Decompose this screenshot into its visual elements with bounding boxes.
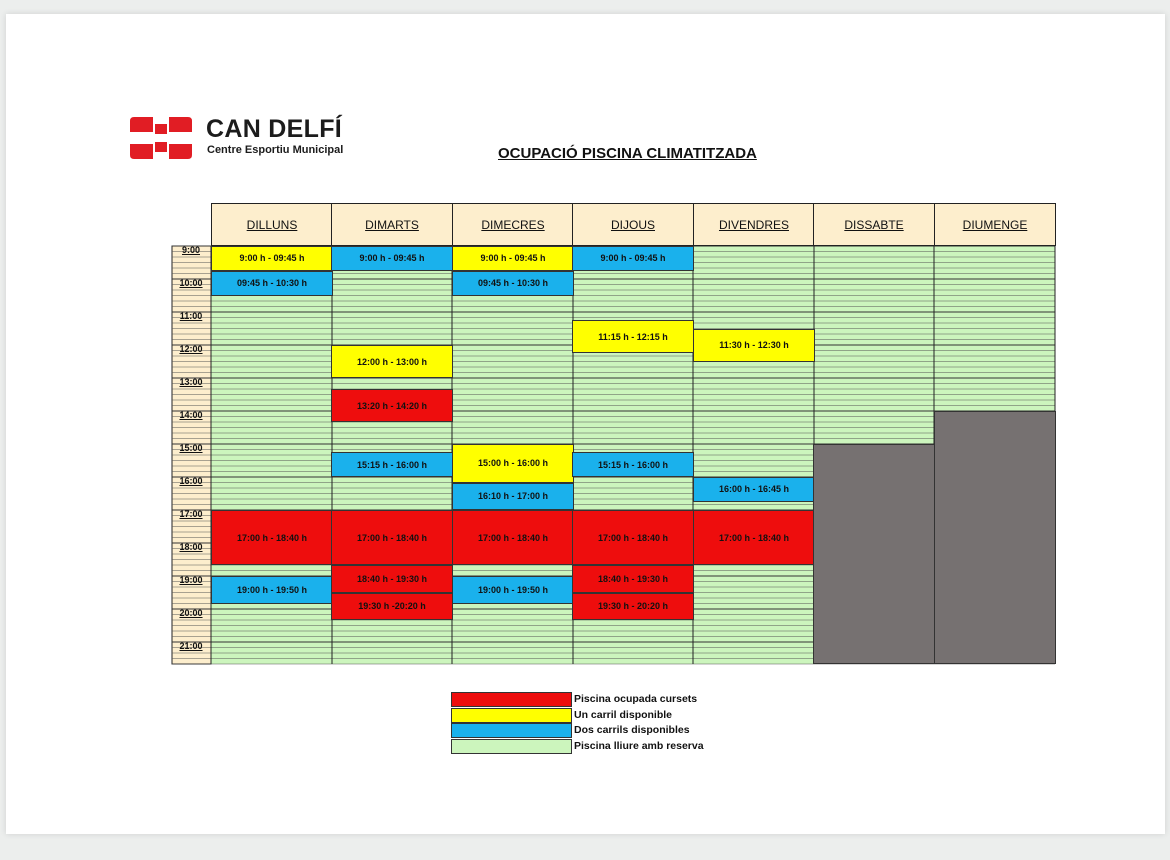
time-label: 21:00 [179, 641, 203, 651]
session-block: 11:15 h - 12:15 h [572, 320, 694, 353]
time-label: 12:00 [179, 344, 203, 354]
session-block: 09:45 h - 10:30 h [452, 271, 574, 296]
day-header-dimarts: DIMARTS [331, 203, 453, 246]
day-header-dissabte: DISSABTE [813, 203, 935, 246]
session-block: 17:00 h - 18:40 h [452, 510, 574, 565]
time-label: 17:00 [179, 509, 203, 519]
time-label: 13:00 [179, 377, 203, 387]
session-block: 11:30 h - 12:30 h [693, 329, 815, 362]
time-label: 10:00 [179, 278, 203, 288]
session-block: 17:00 h - 18:40 h [211, 510, 333, 565]
legend-swatch-blue [451, 723, 572, 738]
legend-swatch-yellow [451, 708, 572, 723]
day-header-dimecres: DIMECRES [452, 203, 574, 246]
legend-swatches [451, 692, 572, 754]
session-block: 15:15 h - 16:00 h [572, 452, 694, 477]
session-block: 15:00 h - 16:00 h [452, 444, 574, 483]
session-block: 17:00 h - 18:40 h [331, 510, 453, 565]
session-block: 9:00 h - 09:45 h [572, 246, 694, 271]
session-block: 9:00 h - 09:45 h [211, 246, 333, 271]
legend-label: Piscina ocupada cursets [574, 693, 698, 705]
session-block: 19:30 h -20:20 h [331, 593, 453, 621]
session-block: 17:00 h - 18:40 h [572, 510, 694, 565]
session-block: 18:40 h - 19:30 h [572, 565, 694, 593]
session-block: 13:20 h - 14:20 h [331, 389, 453, 422]
legend-label: Un carril disponible [574, 708, 673, 721]
time-label: 14:00 [179, 410, 203, 420]
day-header-divendres: DIVENDRES [693, 203, 815, 246]
session-block: 9:00 h - 09:45 h [331, 246, 453, 271]
time-label: 18:00 [179, 542, 203, 552]
time-label: 15:00 [179, 443, 203, 453]
logo-subtitle: Centre Esportiu Municipal [207, 144, 344, 156]
time-label: 9:00 [181, 245, 200, 255]
day-header-dilluns: DILLUNS [211, 203, 333, 246]
session-block: 19:30 h - 20:20 h [572, 593, 694, 621]
session-block: 15:15 h - 16:00 h [331, 452, 453, 477]
logo-name: CAN DELFÍ [206, 115, 343, 143]
closed-block [813, 444, 935, 664]
session-block: 17:00 h - 18:40 h [693, 510, 815, 565]
session-block: 16:10 h - 17:00 h [452, 483, 574, 511]
time-label: 19:00 [179, 575, 203, 585]
day-header-dijous: DIJOUS [572, 203, 694, 246]
closed-block [934, 411, 1056, 664]
day-header-diumenge: DIUMENGE [934, 203, 1056, 246]
session-block: 16:00 h - 16:45 h [693, 477, 815, 502]
legend-label: Dos carrils disponibles [574, 724, 690, 736]
session-block: 12:00 h - 13:00 h [331, 345, 453, 378]
time-label: 16:00 [179, 476, 203, 486]
legend-label: Piscina lliure amb reserva [574, 739, 704, 752]
legend-swatch-green [451, 739, 572, 754]
session-block: 19:00 h - 19:50 h [452, 576, 574, 604]
session-block: 19:00 h - 19:50 h [211, 576, 333, 604]
session-block: 9:00 h - 09:45 h [452, 246, 574, 271]
legend-swatch-red [451, 692, 572, 707]
time-label: 11:00 [179, 311, 203, 321]
page-title: OCUPACIÓ PISCINA CLIMATITZADA [498, 145, 757, 162]
session-block: 18:40 h - 19:30 h [331, 565, 453, 593]
time-label: 20:00 [179, 608, 203, 618]
session-block: 09:45 h - 10:30 h [211, 271, 333, 296]
